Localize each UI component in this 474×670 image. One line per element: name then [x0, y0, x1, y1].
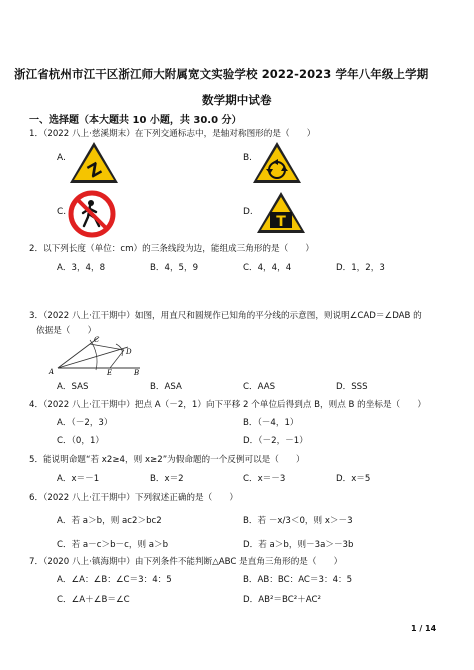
q3-fig-label-c: C — [94, 336, 100, 344]
doc-title-line2: 数学期中试卷 — [202, 93, 272, 107]
q6-option-a: A．若 a＞b，则 ac2＞bc2 — [57, 516, 162, 526]
q3-fig-label-a: A — [49, 368, 55, 376]
page-number: 1 / 14 — [411, 624, 437, 633]
question-6-stem: 6．（2022 八上·江干期中）下列叙述正确的是（ ） — [29, 493, 238, 503]
q1-option-a-label: A. — [57, 153, 66, 163]
q3-fig-label-d: D — [126, 348, 132, 356]
q6-option-c: C．若 a－c＞b－c，则 a＞b — [57, 540, 169, 550]
q1-option-b-label: B. — [243, 153, 253, 163]
q7-option-d: D．AB²＝BC²＋AC² — [243, 595, 321, 605]
q1-sign-b — [251, 139, 303, 185]
q5-option-d: D．x＝5 — [336, 474, 371, 484]
q3-option-a: A．SAS — [57, 382, 89, 392]
q6-option-b: B．若 －x/3＜0，则 x＞－3 — [243, 516, 353, 526]
question-5-stem: 5．能说明命题“若 x2≥4，则 x≥2”为假命题的一个反例可以是（ ） — [29, 455, 305, 465]
q5-option-a: A．x＝－1 — [57, 474, 100, 484]
q7-option-b: B．AB：BC：AC＝3：4：5 — [243, 575, 353, 585]
q1-sign-a — [68, 139, 120, 185]
q4-option-c: C．（0，1） — [57, 436, 105, 446]
q7-option-a: A．∠A：∠B：∠C＝3：4：5 — [57, 575, 172, 585]
q1-option-d-label: D. — [243, 207, 253, 217]
q2-option-d: D．1，2，3 — [336, 263, 385, 273]
q1-sign-a-letter: Z — [84, 158, 106, 183]
q3-option-d: D．SSS — [336, 382, 368, 392]
doc-title-line1: 浙江省杭州市江干区浙江师大附属宽文实验学校 2022-2023 学年八年级上学期 — [14, 67, 429, 81]
q3-option-b: B．ASA — [150, 382, 182, 392]
q1-option-c-label: C. — [57, 207, 67, 217]
q2-option-b: B．4，5，9 — [150, 263, 199, 273]
q1-sign-c — [68, 190, 116, 238]
q3-fig-label-b: B — [134, 369, 140, 376]
question-4-stem: 4．（2022 八上·江干期中）把点 A（－2，1）向下平移 2 个单位后得到点 B，则点 B 的坐标是（ ） — [29, 400, 426, 410]
question-3-stem-line2: 依据是（ ） — [36, 326, 97, 336]
q5-option-b: B．x＝2 — [150, 474, 184, 484]
q6-option-d: D．若 a＞b，则－3a＞－3b — [243, 540, 354, 550]
q3-option-c: C．AAS — [243, 382, 276, 392]
q3-figure — [44, 334, 144, 376]
q4-option-d: D．（－2，－1） — [243, 436, 308, 446]
q7-option-c: C．∠A＋∠B＝∠C — [57, 595, 130, 605]
q1-sign-d — [255, 189, 307, 235]
q4-option-a: A．（－2，3） — [57, 418, 113, 428]
q3-fig-label-e: E — [107, 369, 113, 376]
question-3-stem-line1: 3．（2022 八上·江干期中）如图，用直尺和圆规作已知角的平分线的示意图，则说明∠CAD＝∠DAB 的 — [29, 311, 422, 321]
q5-option-c: C．x＝－3 — [243, 474, 286, 484]
section-heading: 一、选择题（本大题共 10 小题，共 30.0 分） — [29, 115, 242, 126]
question-7-stem: 7．（2020 八上·镇海期中）由下列条件不能判断△ABC 是直角三角形的是（ ） — [29, 557, 343, 567]
question-1-stem: 1．（2022 八上·慈溪期末）在下列交通标志中，是轴对称图形的是（ ） — [29, 129, 316, 139]
q4-option-b: B．（－4，1） — [243, 418, 299, 428]
q1-sign-d-letter: T — [276, 214, 286, 230]
q2-option-c: C．4，4，4 — [243, 263, 292, 273]
question-2-stem: 2．以下列长度（单位：cm）的三条线段为边，能组成三角形的是（ ） — [29, 244, 314, 254]
q2-option-a: A．3，4，8 — [57, 263, 106, 273]
